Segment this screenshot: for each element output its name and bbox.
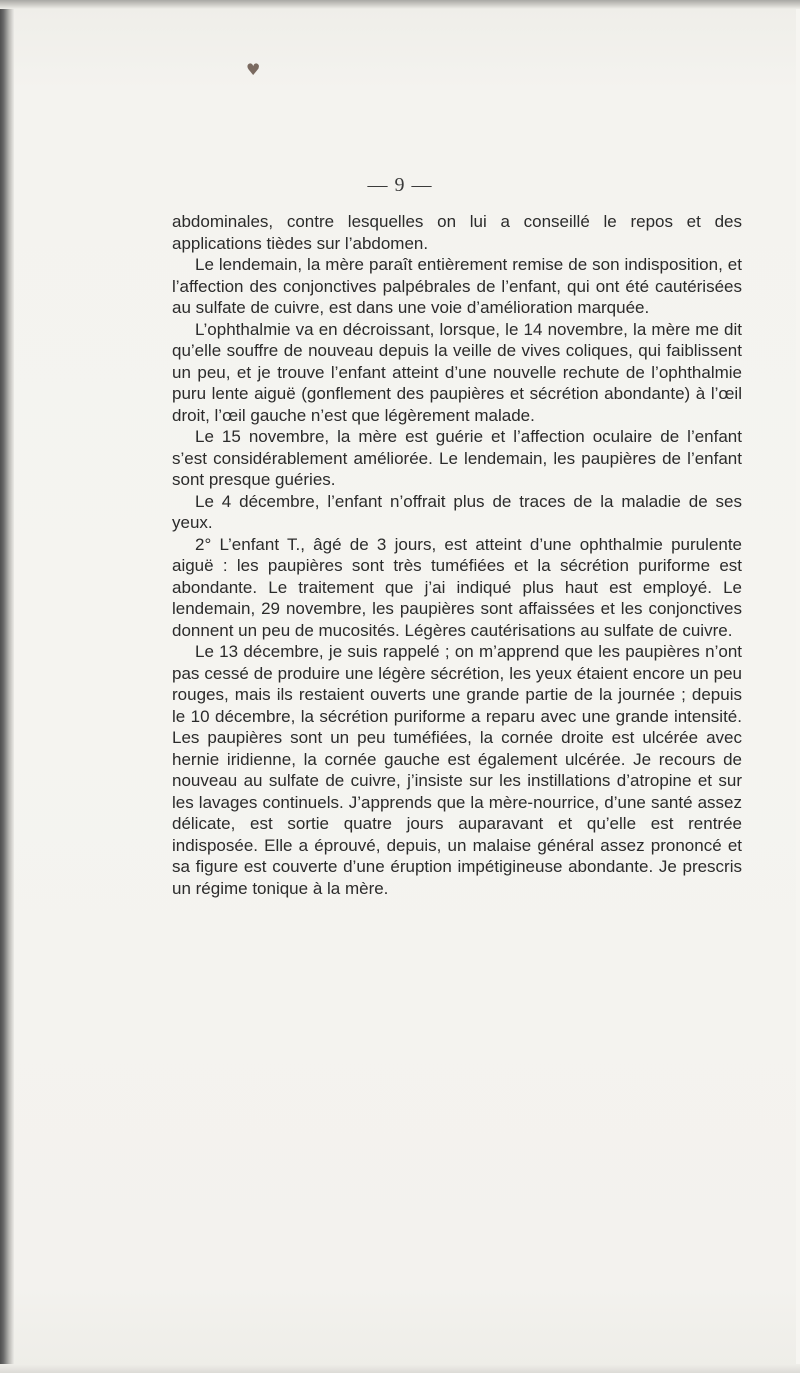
paragraph: abdominales, contre lesquelles on lui a conseillé le repos et des applications tièdes sur l’abdomen.: [172, 212, 742, 253]
paragraph: Le 13 décembre, je suis rappelé ; on m’apprend que les paupières n’ont pas cessé de produire une légère sécrétion, les yeux étaient encore un peu rouges, mais ils restaient ouverts une grande partie de la journée ; depuis le 10 décembre, la sécrétion puriforme a reparu avec une grande intensité. Les paupières sont un peu tuméfiées, la cornée droite est ulcérée avec hernie iridienne, la cornée gauche est également ulcérée. Je recours de nouveau au sulfate de cuivre, j’insiste sur les instillations d’atropine et sur les lavages continuels. J’apprends que la mère-nourrice, d’une santé assez délicate, est sortie quatre jours auparavant et qu’elle est rentrée indisposée. Elle a éprouvé, depuis, un malaise général assez prononcé et sa figure est couverte d’une éruption impétigineuse abondante. Je prescris un régime tonique à la mère.: [172, 642, 742, 898]
paragraph: Le 15 novembre, la mère est guérie et l’affection oculaire de l’enfant s’est considérablement améliorée. Le lendemain, les paupières de l’enfant sont presque guéries.: [172, 427, 742, 489]
ink-mark-icon: ♥: [246, 60, 261, 79]
top-edge-shadow: [0, 0, 800, 9]
paragraph: Le 4 décembre, l’enfant n’offrait plus de traces de la maladie de ses yeux.: [172, 491, 742, 532]
paragraph: Le lendemain, la mère paraît entièrement remise de son indisposition, et l’affection des conjonctives palpébrales de l’enfant, qui ont été cautérisées au sulfate de cuivre, est dans une voie d’amélioration marquée.: [172, 255, 742, 317]
bottom-edge-shadow: [0, 1364, 800, 1373]
paragraph: L’ophthalmie va en décroissant, lorsque, le 14 novembre, la mère me dit qu’elle souffre de nouveau depuis la veille de vives coliques, qui faiblissent un peu, et je trouve l’enfant atteint d’une nouvelle rechute de l’ophthalmie puru lente aiguë (gonflement des paupières et sécrétion abondante) à l’œil droit, l’œil gauche n’est que légèrement malade.: [172, 319, 742, 425]
page-number: — 9 —: [367, 174, 433, 196]
body-text: [172, 211, 742, 899]
paragraph: 2° L’enfant T., âgé de 3 jours, est atteint d’une ophthalmie purulente aiguë : les paupières sont très tuméfiées et la sécrétion puriforme est abondante. Le traitement que j’ai indiqué plus haut est employé. Le lendemain, 29 novembre, les paupières sont affaissées et les conjonctives donnent un peu de mucosités. Légères cautérisations au sulfate de cuivre.: [172, 534, 742, 640]
binding-shadow: [0, 0, 14, 1373]
